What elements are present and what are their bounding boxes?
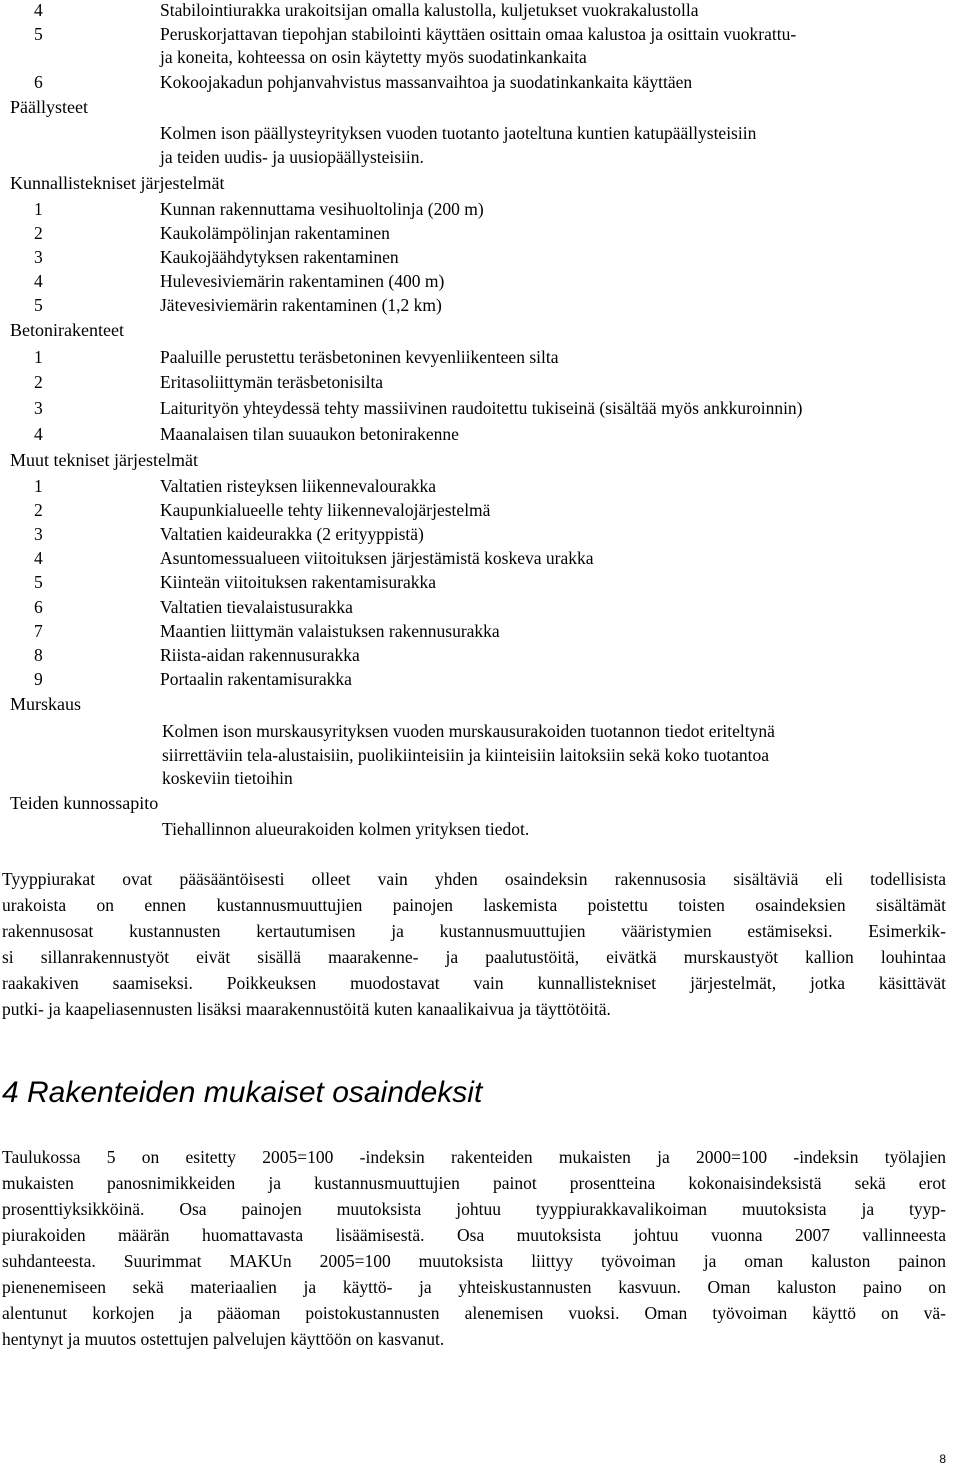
description-line: Kolmen ison päällysteyrityksen vuoden tuotanto jaoteltuna kuntien katupäällysteisiin (160, 123, 757, 143)
list-item-text: Valtatien tievalaistusurakka (160, 597, 353, 617)
list-number: 1 (34, 199, 43, 219)
description-line: ja teiden uudis- ja uusiopäällysteisiin. (160, 147, 424, 167)
paragraph-line: raakakiven saamiseksi. Poikkeuksen muodostavat vain kunnallistekniset järjestelmät, jotka käsittävät (2, 973, 946, 993)
section-heading-kunnossapito: Teiden kunnossapito (10, 793, 159, 813)
list-number: 7 (34, 621, 43, 641)
list-item-text: Asuntomessualueen viitoituksen järjestämistä koskeva urakka (160, 548, 594, 568)
list-item-text-continued: ja koneita, kohteessa on osin käytetty myös suodatinkankaita (160, 47, 587, 67)
list-number: 5 (34, 24, 43, 44)
paragraph-line: urakoista on ennen kustannusmuuttujien painojen laskemista poistettu toisten osaindeksien sisältämät (2, 895, 946, 915)
paragraph-line: putki- ja kaapeliasennusten lisäksi maarakennustöitä kuten kanaalikaivua ja täyttötöitä. (2, 999, 611, 1019)
list-item-text: Hulevesiviemärin rakentaminen (400 m) (160, 271, 445, 291)
description-line: Kolmen ison murskausyrityksen vuoden murskausurakoiden tuotannon tiedot eriteltynä (162, 721, 775, 741)
list-number: 4 (34, 424, 43, 444)
list-item-text: Kaukolämpölinjan rakentaminen (160, 223, 390, 243)
list-number: 3 (34, 524, 43, 544)
section-heading-murskaus: Murskaus (10, 694, 81, 714)
section-heading-muut: Muut tekniset järjestelmät (10, 450, 198, 470)
paragraph-line: mukaisten panosnimikkeiden ja kustannusmuuttujien painot prosentteina kokonaisindeksistä sekä erot (2, 1173, 946, 1193)
paragraph-line: hentynyt ja muutos ostettujen palvelujen käyttöön on kasvanut. (2, 1329, 445, 1349)
paragraph-line: Taulukossa 5 on esitetty 2005=100 -indeksin rakenteiden mukaisten ja 2000=100 -indeksin työlajien (2, 1147, 946, 1167)
list-number: 6 (34, 72, 43, 92)
section-heading-betonirakenteet: Betonirakenteet (10, 320, 124, 340)
list-number: 4 (34, 548, 43, 568)
list-number: 5 (34, 295, 43, 315)
list-item-text: Maanalaisen tilan suuaukon betonirakenne (160, 424, 459, 444)
list-item-text: Portaalin rakentamisurakka (160, 669, 352, 689)
description-line: siirrettäviin tela-alustaisiin, puolikiinteisiin ja kiinteisiin laitoksiin sekä koko tuotantoa (162, 745, 770, 765)
list-number: 1 (34, 347, 43, 367)
list-item-text: Kokoojakadun pohjanvahvistus massanvaihtoa ja suodatinkankaita käyttäen (160, 72, 693, 92)
paragraph-line: prosenttiyksikköinä. Osa painojen muutoksista johtuu tyyppiurakkavalikoiman muutoksista ja tyyp- (2, 1199, 946, 1219)
list-item-text: Kaupunkialueelle tehty liikennevalojärjestelmä (160, 500, 491, 520)
list-item-text: Jätevesiviemärin rakentaminen (1,2 km) (160, 295, 442, 315)
section-heading-kunnallistekniset: Kunnallistekniset järjestelmät (10, 173, 225, 193)
list-number: 4 (34, 0, 43, 20)
section-heading-paallysteet: Päällysteet (10, 97, 88, 117)
list-item-text: Kunnan rakennuttama vesihuoltolinja (200 m) (160, 199, 484, 219)
body-paragraph-2 (2, 1144, 946, 1352)
list-item-text: Kiinteän viitoituksen rakentamisurakka (160, 572, 437, 592)
paragraph-line: rakennusosat kustannusten kertautumisen ja kustannusmuuttujien vääristymien estämiseksi. Esimerkik- (2, 921, 946, 941)
list-number: 2 (34, 372, 43, 392)
section-heading: 4 Rakenteiden mukaiset osaindeksit (2, 1076, 483, 1109)
list-item-text: Riista-aidan rakennusurakka (160, 645, 360, 665)
body-paragraph-1 (2, 866, 946, 1022)
list-item-text: Laiturityön yhteydessä tehty massiivinen raudoitettu tukiseinä (sisältää myös ankkuroinnin) (160, 398, 803, 418)
list-number: 3 (34, 398, 43, 418)
list-number: 2 (34, 223, 43, 243)
list-number: 8 (34, 645, 43, 665)
paragraph-line: alentunut korkojen ja pääoman poistokustannusten alenemisen vuoksi. Oman työvoiman käyttö on vä- (2, 1303, 946, 1323)
list-number: 9 (34, 669, 43, 689)
list-item-text: Paaluille perustettu teräsbetoninen kevyenliikenteen silta (160, 347, 559, 367)
list-number: 1 (34, 476, 43, 496)
list-number: 5 (34, 572, 43, 592)
list-number: 2 (34, 500, 43, 520)
paragraph-line: si sillanrakennustyöt eivät sisällä maarakenne- ja paalutustöitä, eivätkä murskaustyöt kallion louhintaa (2, 947, 946, 967)
list-number: 3 (34, 247, 43, 267)
description-line: koskeviin tietoihin (162, 768, 293, 788)
list-item-text: Stabilointiurakka urakoitsijan omalla kalustolla, kuljetukset vuokrakalustolla (160, 0, 699, 20)
paragraph-line: Tyyppiurakat ovat pääsääntöisesti olleet vain yhden osaindeksin rakennusosia sisältäviä eli todellisista (2, 869, 946, 889)
paragraph-line: pienenemiseen sekä materiaalien ja käyttö- ja yhteiskustannusten kasvuun. Oman kaluston paino on (2, 1277, 946, 1297)
list-number: 4 (34, 271, 43, 291)
list-number: 6 (34, 597, 43, 617)
list-item-text: Valtatien kaideurakka (2 erityyppistä) (160, 524, 424, 544)
list-item-text: Kaukojäähdytyksen rakentaminen (160, 247, 399, 267)
paragraph-line: suhdanteesta. Suurimmat MAKUn 2005=100 muutoksista liittyy työvoiman ja oman kaluston painon (2, 1251, 946, 1271)
list-item-text: Valtatien risteyksen liikennevalourakka (160, 476, 437, 496)
list-item-text: Peruskorjattavan tiepohjan stabilointi käyttäen osittain omaa kalustoa ja osittain vuokrattu- (160, 24, 797, 44)
paragraph-line: piurakoiden määrän huomattavasta lisäämisestä. Osa muutoksista johtuu vuonna 2007 vallinneesta (2, 1225, 946, 1245)
page-number: 8 (939, 1452, 946, 1466)
description-line: Tiehallinnon alueurakoiden kolmen yrityksen tiedot. (162, 819, 530, 839)
list-item-text: Eritasoliittymän teräsbetonisilta (160, 372, 384, 392)
list-item-text: Maantien liittymän valaistuksen rakennusurakka (160, 621, 500, 641)
